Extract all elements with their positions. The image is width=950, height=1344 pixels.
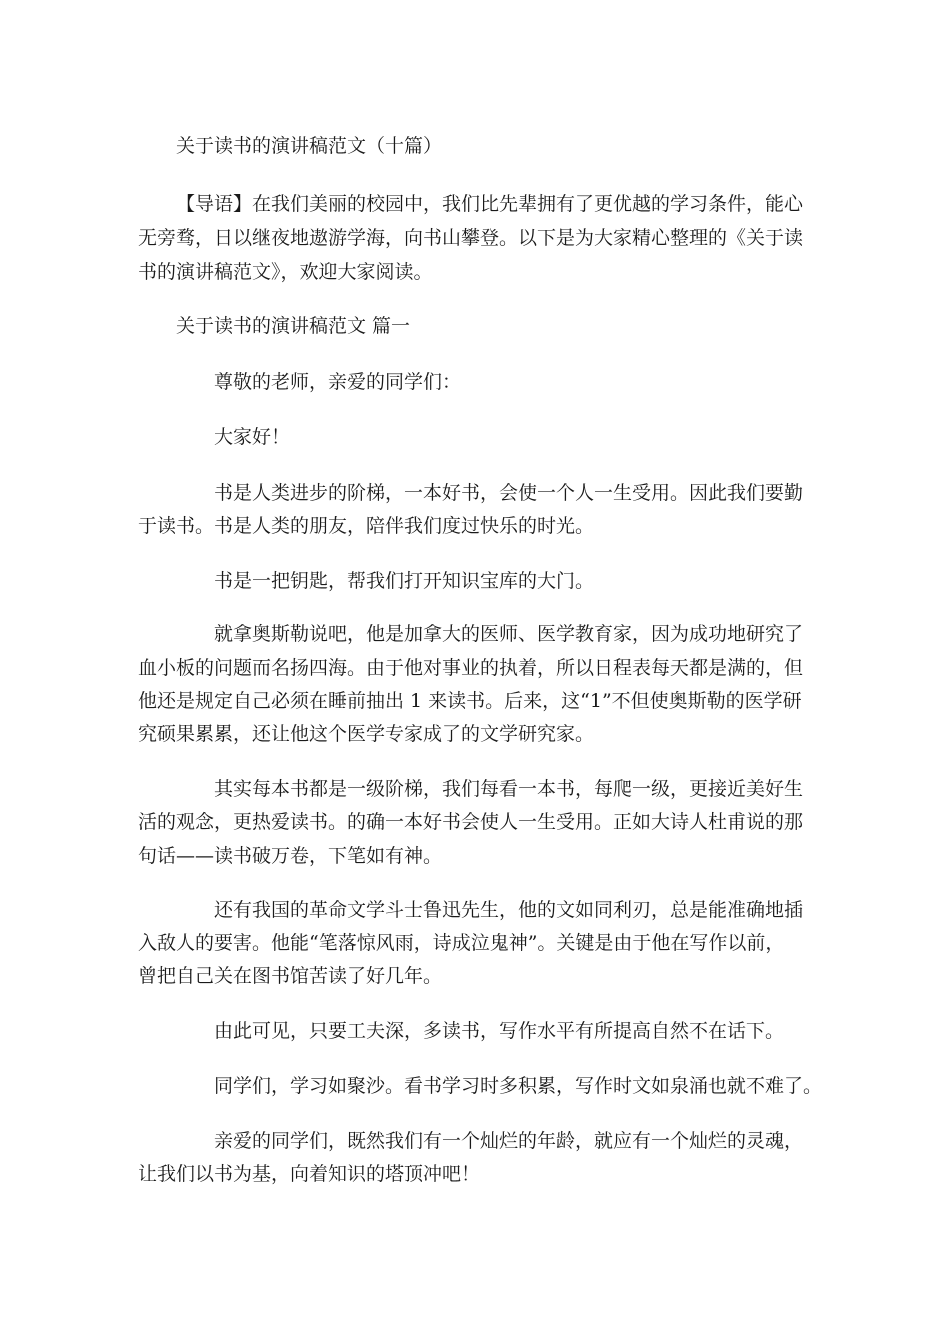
section-heading bbox=[138, 315, 828, 338]
paragraph-5-line-3: 曾把自己关在图书馆苦读了好几年。 bbox=[138, 965, 443, 987]
paragraph-6-line-1 bbox=[138, 1020, 828, 1043]
paragraph-1-line-1-text: 书是人类进步的阶梯，一本好书，会使一个人一生受用。因此我们要勤 bbox=[214, 482, 804, 504]
paragraph-2-line-1-text: 书是一把钥匙，帮我们打开知识宝库的大门。 bbox=[214, 570, 595, 592]
intro-line-2: 无旁骛，日以继夜地遨游学海，向书山攀登。以下是为大家精心整理的《关于读 bbox=[138, 227, 804, 249]
salutation bbox=[138, 371, 828, 394]
paragraph-3-line-3: 他还是规定自己必须在睡前抽出 1 来读书。后来，这“1”不但使奥斯勒的医学研 bbox=[138, 690, 802, 712]
document-title bbox=[138, 135, 828, 158]
paragraph-3-line-4: 究硕果累累，还让他这个医学专家成了的文学研究家。 bbox=[138, 723, 595, 745]
greeting-text: 大家好！ bbox=[214, 426, 291, 448]
paragraph-5-line-1-text: 还有我国的革命文学斗士鲁迅先生，他的文如同利刃，总是能准确地插 bbox=[214, 899, 804, 921]
paragraph-4-line-3: 句话——读书破万卷，下笔如有神。 bbox=[138, 845, 443, 867]
paragraph-8-line-1 bbox=[138, 1130, 828, 1153]
paragraph-8-line-1-text: 亲爱的同学们，既然我们有一个灿烂的年龄，就应有一个灿烂的灵魂， bbox=[214, 1130, 804, 1152]
greeting bbox=[138, 426, 828, 449]
intro-line-1-text: 【导语】在我们美丽的校园中，我们比先辈拥有了更优越的学习条件，能心 bbox=[176, 193, 804, 215]
paragraph-3-line-2: 血小板的问题而名扬四海。由于他对事业的执着，所以日程表每天都是满的，但 bbox=[138, 657, 804, 679]
paragraph-1-line-1 bbox=[138, 482, 828, 505]
paragraph-7-line-1 bbox=[138, 1075, 828, 1098]
paragraph-3-line-1 bbox=[138, 623, 828, 646]
section-heading-text: 关于读书的演讲稿范文 篇一 bbox=[176, 315, 411, 337]
salutation-text: 尊敬的老师，亲爱的同学们： bbox=[214, 371, 462, 393]
paragraph-4-line-1-text: 其实每本书都是一级阶梯，我们每看一本书，每爬一级，更接近美好生 bbox=[214, 778, 804, 800]
paragraph-6-line-1-text: 由此可见，只要工夫深，多读书，写作水平有所提高自然不在话下。 bbox=[214, 1020, 785, 1042]
paragraph-4-line-2: 活的观念，更热爱读书。的确一本好书会使人一生受用。正如大诗人杜甫说的那 bbox=[138, 811, 804, 833]
paragraph-5-line-2: 入敌人的要害。他能“笔落惊风雨，诗成泣鬼神”。关键是由于他在写作以前， bbox=[138, 932, 785, 954]
paragraph-1-line-2: 于读书。书是人类的朋友，陪伴我们度过快乐的时光。 bbox=[138, 515, 595, 537]
intro-line-1 bbox=[138, 193, 828, 216]
intro-line-3: 书的演讲稿范文》，欢迎大家阅读。 bbox=[138, 261, 433, 283]
paragraph-3-line-1-text: 就拿奥斯勒说吧，他是加拿大的医师、医学教育家，因为成功地研究了 bbox=[214, 623, 804, 645]
paragraph-8-line-2: 让我们以书为基，向着知识的塔顶冲吧！ bbox=[138, 1163, 481, 1185]
paragraph-4-line-1 bbox=[138, 778, 828, 801]
document-title-text: 关于读书的演讲稿范文（十篇） bbox=[176, 135, 443, 157]
paragraph-5-line-1 bbox=[138, 899, 828, 922]
paragraph-7-line-1-text: 同学们，学习如聚沙。看书学习时多积累，写作时文如泉涌也就不难了。 bbox=[214, 1075, 823, 1097]
paragraph-2-line-1 bbox=[138, 570, 828, 593]
